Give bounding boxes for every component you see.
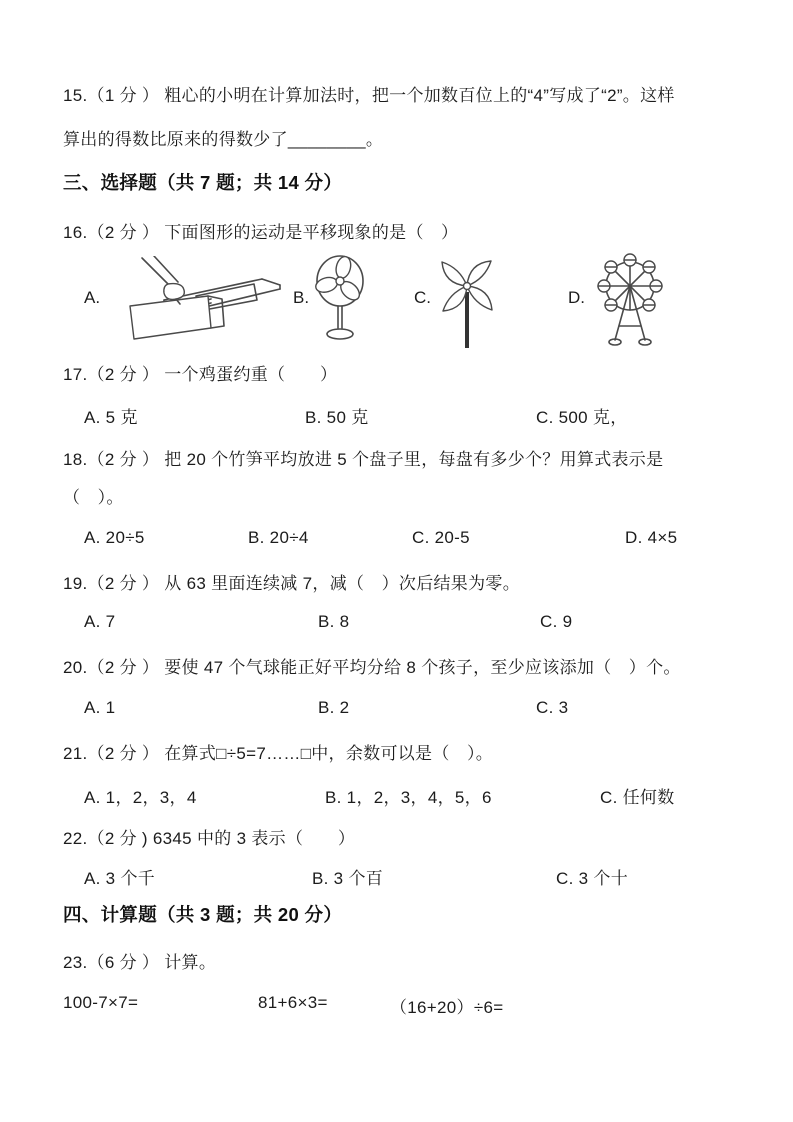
- q23-expression-2: 81+6×3=: [258, 993, 328, 1012]
- section-calc-heading: 四、计算题（共 3 题；共 20 分）: [63, 904, 343, 925]
- q22-option-c: C. 3 个十: [556, 869, 629, 888]
- q21-option-b: B. 1，2，3，4，5，6: [325, 788, 492, 807]
- q19-option-a: A. 7: [84, 612, 116, 631]
- q23-expression-1: 100-7×7=: [63, 993, 139, 1012]
- q21-options: [0, 783, 793, 809]
- q18-option-d: D. 4×5: [625, 528, 678, 547]
- q23-expressions: [0, 993, 793, 1019]
- pinwheel-illustration: [436, 250, 498, 350]
- q22-stem: 22.（2 分 ) 6345 中的 3 表示（ ）: [63, 829, 356, 848]
- push-drawer-illustration: [104, 256, 282, 344]
- section-choice-heading: 三、选择题（共 7 题；共 14 分）: [63, 172, 343, 193]
- q18-stem-line2: （ ）。: [63, 488, 124, 507]
- electric-fan-illustration: [312, 254, 368, 346]
- q23-stem: 23.（6 分 ） 计算。: [63, 953, 217, 972]
- q22-option-b: B. 3 个百: [312, 869, 384, 888]
- q21-option-c: C. 任何数: [600, 788, 675, 807]
- q15-stem-line2: 算出的得数比原来的得数少了________。: [63, 130, 384, 149]
- q15-stem-line1: 15.（1 分 ） 粗心的小明在计算加法时，把一个加数百位上的“4”写成了“2”。这样: [63, 86, 675, 105]
- q20-option-c: C. 3: [536, 698, 569, 717]
- q16-figure-row: [0, 250, 793, 350]
- q20-option-a: A. 1: [84, 698, 116, 717]
- q16-option-d-label: D.: [568, 288, 585, 307]
- q17-option-b: B. 50 克: [305, 408, 369, 427]
- q18-option-b: B. 20÷4: [248, 528, 309, 547]
- q19-option-b: B. 8: [318, 612, 350, 631]
- q22-option-a: A. 3 个千: [84, 869, 156, 888]
- q16-option-c-label: C.: [414, 288, 431, 307]
- q17-option-c: C. 500 克，: [536, 408, 628, 427]
- q23-expression-3: （16+20）÷6=: [390, 998, 504, 1017]
- q20-stem: 20.（2 分 ） 要使 47 个气球能正好平均分给 8 个孩子，至少应该添加（ ）个。: [63, 658, 681, 677]
- q18-options: [0, 528, 793, 554]
- q20-options: [0, 698, 793, 724]
- q17-option-a: A. 5 克: [84, 408, 138, 427]
- q19-options: [0, 612, 793, 638]
- q16-stem: 16.（2 分 ） 下面图形的运动是平移现象的是（ ）: [63, 223, 459, 242]
- q18-option-a: A. 20÷5: [84, 528, 145, 547]
- q17-options: [0, 403, 793, 429]
- q18-stem-line1: 18.（2 分 ） 把 20 个竹笋平均放进 5 个盘子里，每盘有多少个？用算式表示是: [63, 450, 664, 469]
- q16-option-b-label: B.: [293, 288, 310, 307]
- q16-option-a-label: A.: [84, 288, 101, 307]
- q21-option-a: A. 1，2，3，4: [84, 788, 197, 807]
- ferris-wheel-illustration: [593, 250, 667, 346]
- q19-stem: 19.（2 分 ） 从 63 里面连续减 7，减（ ）次后结果为零。: [63, 574, 520, 593]
- q18-option-c: C. 20-5: [412, 528, 470, 547]
- q17-stem: 17.（2 分 ） 一个鸡蛋约重（ ）: [63, 365, 338, 384]
- q20-option-b: B. 2: [318, 698, 350, 717]
- q19-option-c: C. 9: [540, 612, 573, 631]
- q21-stem: 21.（2 分 ） 在算式□÷5=7……□中，余数可以是（ ）。: [63, 744, 494, 763]
- q22-options: [0, 864, 793, 890]
